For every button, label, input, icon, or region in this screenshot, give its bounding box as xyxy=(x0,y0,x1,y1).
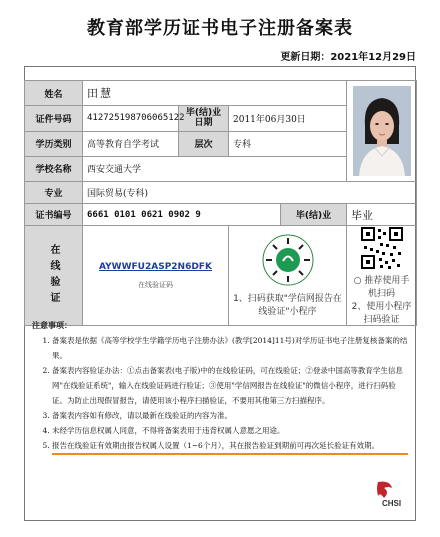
photo-cell xyxy=(347,81,417,182)
cert-label: 证书编号 xyxy=(25,204,83,226)
verify-code-cell xyxy=(83,226,229,326)
chsi-logo xyxy=(370,478,414,508)
category-value: 高等教育自学考试 xyxy=(83,131,179,156)
level-label: 层次 xyxy=(179,131,229,156)
notes-title: 注意事项： xyxy=(32,321,72,330)
level-value: 专科 xyxy=(229,131,347,156)
notes-list xyxy=(36,333,408,455)
verify-code-caption: 在线验证码 xyxy=(138,280,173,289)
cert-value: 6661 0101 0621 0902 9 xyxy=(83,204,281,226)
notes-section xyxy=(32,318,408,455)
update-date xyxy=(280,48,416,63)
grad-date-value: 2011年06月30日 xyxy=(229,106,347,131)
id-label: 证件号码 xyxy=(25,106,83,131)
document-title: 教育部学历证书电子注册备案表 xyxy=(87,18,353,39)
wechat-cell xyxy=(229,226,347,326)
update-label: 更新日期： xyxy=(280,52,331,63)
note-item: 5. 报告在线验证有效期由报告权属人设置（1~6个月），其在报告验证到期前可再次延长验证有效期。 xyxy=(52,438,408,455)
note-item: 3. 备案表内容如有修改，请以最新在线验证的内容为准。 xyxy=(52,408,408,423)
qr-code-icon[interactable] xyxy=(360,226,404,270)
student-photo xyxy=(353,86,411,176)
id-value: 412725198706065122 xyxy=(83,106,179,131)
verify-label: 在线验证 xyxy=(25,226,83,326)
chsi-logo-text: CHSI xyxy=(382,499,402,508)
qr-caption: 2、使用小程序扫码验证 xyxy=(351,302,412,325)
wechat-caption: 1、扫码获取"学信网报告在线验证"小程序 xyxy=(233,294,342,317)
school-value: 西安交通大学 xyxy=(83,156,347,181)
phone-caption: ○ 推荐使用手机扫码 xyxy=(353,276,410,299)
update-date-value: 2021年12月29日 xyxy=(330,52,416,63)
school-label: 学校名称 xyxy=(25,156,83,181)
note-item: 2. 备案表内容验证办法：①点击备案表(电子版)中的在线验证码，可在线验证；②登录中国高等教育学生信息网"在线验证系统"，输入在线验证码进行验证；③使用"学信网报告在线验证"的微信小程序，进行扫码验证。为防止出现假冒报告，请使用该小程序扫描验证，不要用其他第三方扫描程序。 xyxy=(52,363,408,408)
note-item: 4. 未经学历信息权属人同意，不得将备案表用于违背权属人意愿之用途。 xyxy=(52,423,408,438)
wechat-miniprogram-code-icon[interactable] xyxy=(262,234,314,286)
status-value: 毕业 xyxy=(347,204,417,226)
name-value: 田慧 xyxy=(83,81,347,106)
verify-code-link[interactable]: AYWWFU2ASP2N6DFK xyxy=(99,261,212,272)
major-label: 专业 xyxy=(25,182,83,204)
name-label: 姓名 xyxy=(25,81,83,106)
info-table xyxy=(24,80,417,326)
status-label: 毕(结)业 xyxy=(281,204,347,226)
category-label: 学历类别 xyxy=(25,131,83,156)
grad-date-label: 毕(结)业日期 xyxy=(179,106,229,131)
major-value: 国际贸易(专科) xyxy=(83,182,417,204)
note-item: 1. 备案表是依据《高等学校学生学籍学历电子注册办法》(教学[2014]11号)对学历证书电子注册复核备案的结果。 xyxy=(52,333,408,363)
qr-cell xyxy=(347,226,417,326)
